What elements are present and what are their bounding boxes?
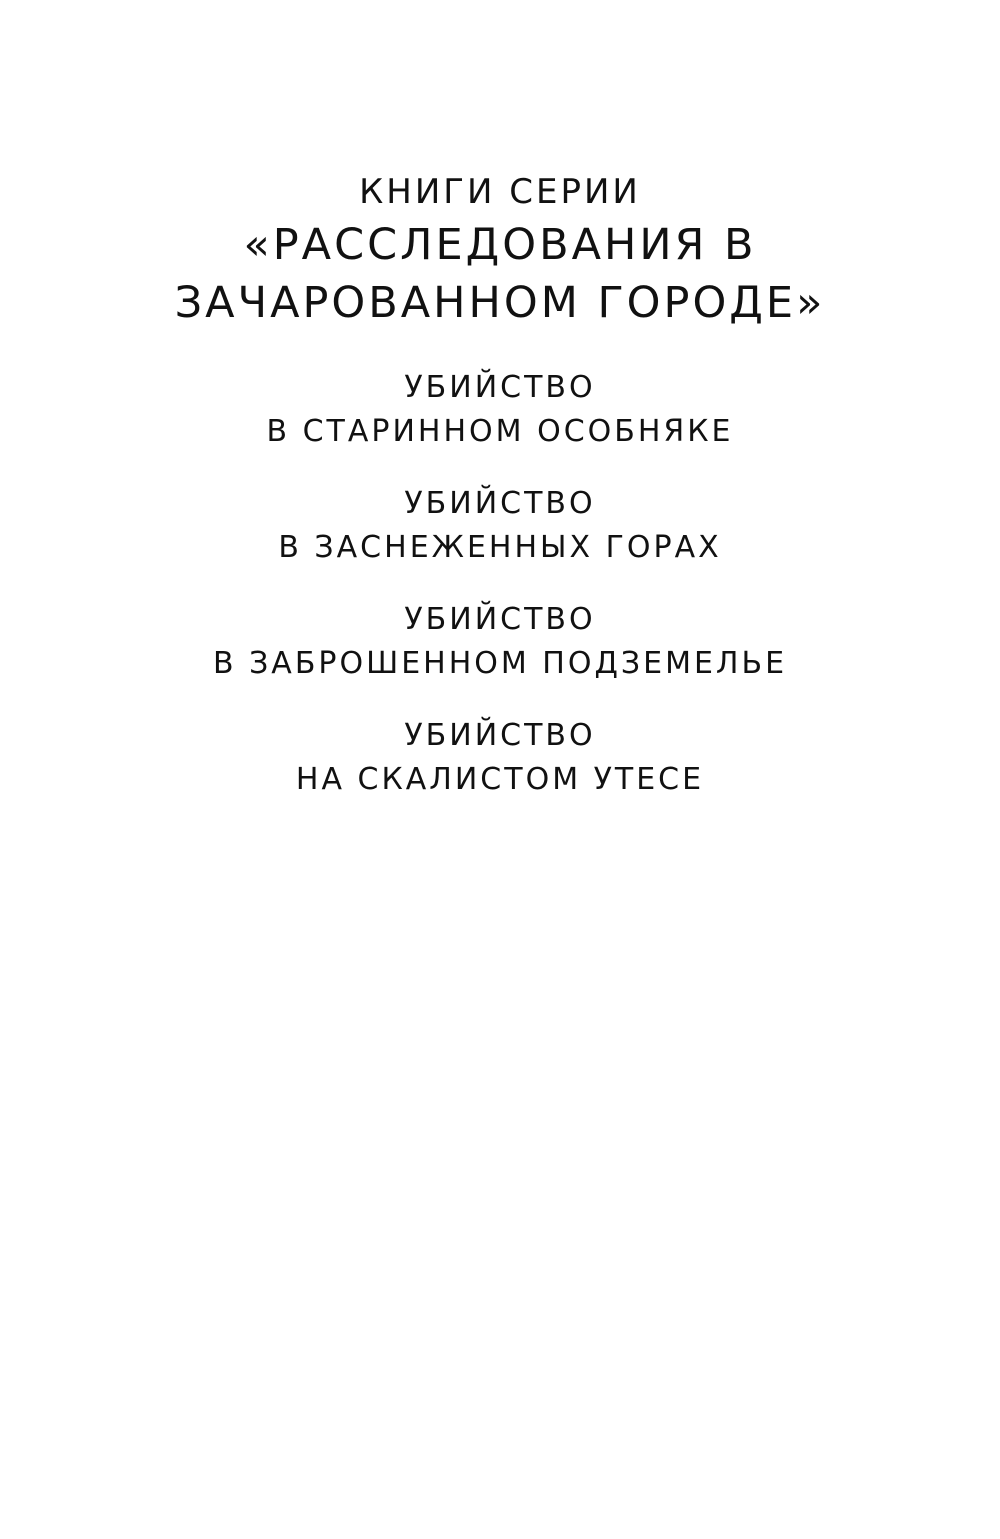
book-title-2 [0,482,1000,570]
series-label: КНИГИ СЕРИИ [359,172,641,212]
book-title-line-1: УБИЙСТВО [404,370,596,405]
book-list [0,366,1000,830]
book-title-1 [0,366,1000,454]
series-header [0,168,1000,332]
book-title-line-2: НА СКАЛИСТОМ УТЕСЕ [295,762,705,797]
book-title-line-1: УБИЙСТВО [404,718,596,753]
book-title-line-2: В ЗАБРОШЕННОМ ПОДЗЕМЕЛЬЕ [212,646,788,681]
series-title-line-2: ЗАЧАРОВАННОМ ГОРОДЕ» [174,278,826,328]
book-title-line-2: В ЗАСНЕЖЕННЫХ ГОРАХ [278,530,722,565]
book-title-line-1: УБИЙСТВО [404,602,596,637]
book-title-3 [0,598,1000,686]
book-title-4 [0,714,1000,802]
series-title-line-1: «РАССЛЕДОВАНИЯ В [243,220,757,270]
book-title-line-1: УБИЙСТВО [404,486,596,521]
book-title-line-2: В СТАРИННОМ ОСОБНЯКЕ [266,414,734,449]
